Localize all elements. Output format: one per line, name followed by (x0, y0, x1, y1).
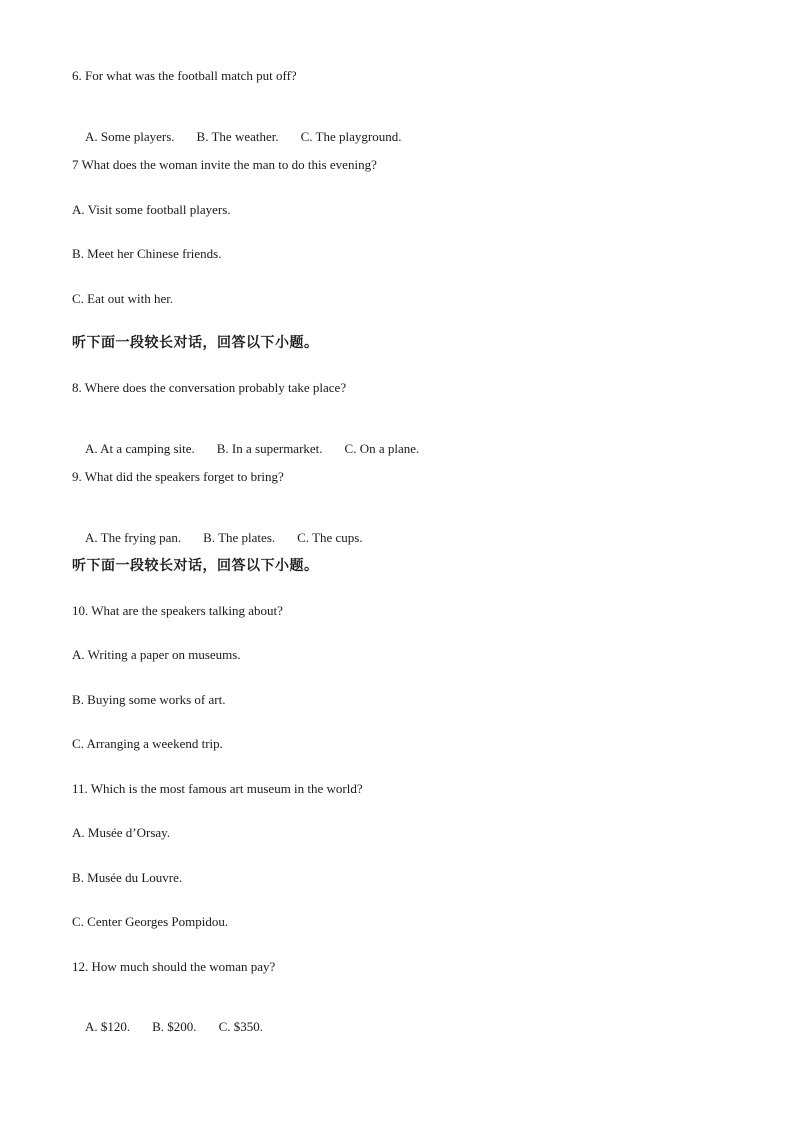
option-8b: B. In a supermarket. (216, 441, 323, 456)
question-9: 9. What did the speakers forget to bring? (72, 469, 284, 484)
options-8 (72, 425, 419, 473)
option-6b: B. The weather. (196, 129, 279, 144)
option-12a: A. $120. (85, 1019, 131, 1034)
option-11a: A. Musée d’Orsay. (72, 825, 171, 840)
option-7a: A. Visit some football players. (72, 202, 231, 217)
option-7c: C. Eat out with her. (72, 291, 174, 306)
question-6: 6. For what was the football match put off? (72, 68, 297, 83)
option-7b: B. Meet her Chinese friends. (72, 246, 222, 261)
option-9a: A. The frying pan. (85, 530, 182, 545)
options-6 (72, 113, 401, 161)
question-11: 11. Which is the most famous art museum in the world? (72, 781, 363, 796)
section-heading-1: 听下面一段较长对话，回答以下小题。 (72, 335, 319, 351)
question-7: 7 What does the woman invite the man to do this evening? (72, 157, 377, 172)
question-12: 12. How much should the woman pay? (72, 959, 276, 974)
options-12 (72, 1003, 263, 1051)
section-heading-2: 听下面一段较长对话，回答以下小题。 (72, 558, 319, 574)
option-12b: B. $200. (152, 1019, 197, 1034)
question-10: 10. What are the speakers talking about? (72, 603, 283, 618)
option-10c: C. Arranging a weekend trip. (72, 736, 223, 751)
option-10a: A. Writing a paper on museums. (72, 647, 241, 662)
option-6a: A. Some players. (85, 129, 175, 144)
options-9 (72, 514, 363, 562)
option-12c: C. $350. (218, 1019, 263, 1034)
option-9b: B. The plates. (203, 530, 276, 545)
option-9c: C. The cups. (297, 530, 363, 545)
option-10b: B. Buying some works of art. (72, 692, 226, 707)
question-8: 8. Where does the conversation probably take place? (72, 380, 347, 395)
option-8a: A. At a camping site. (85, 441, 195, 456)
option-11c: C. Center Georges Pompidou. (72, 914, 229, 929)
option-6c: C. The playground. (300, 129, 402, 144)
option-11b: B. Musée du Louvre. (72, 870, 183, 885)
option-8c: C. On a plane. (344, 441, 420, 456)
